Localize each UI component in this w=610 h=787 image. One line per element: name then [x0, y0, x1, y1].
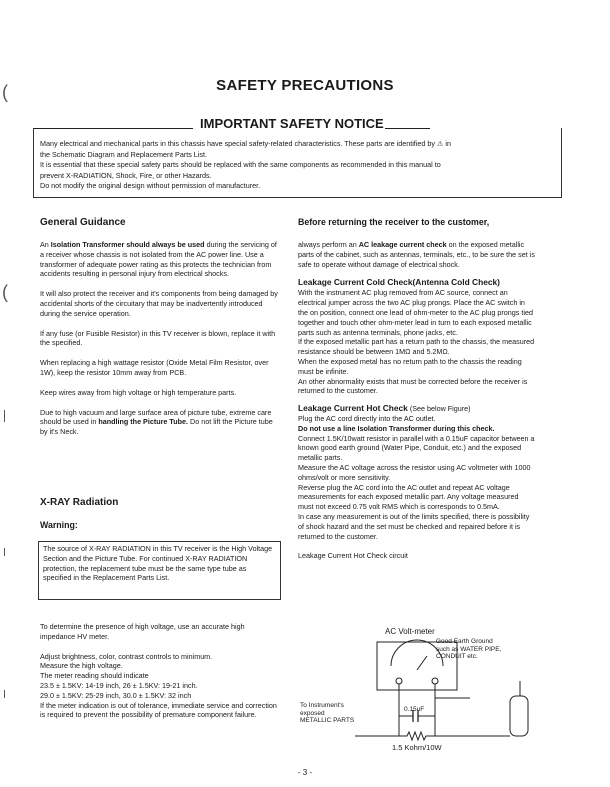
paragraph: Plug the AC cord directly into the AC outlet. — [298, 413, 436, 423]
paragraph: An Isolation Transformer should always be used during the servicing of a receiver whose chassis is not isolated from the AC power line. Use a transformer of adequate power rating as this protects the technician from accidents resulting in personal injury from electrical shocks. — [40, 240, 277, 279]
paragraph: If the exposed metallic part has a return path to the chassis, the measured resistance should be between 1MΩ and 5.2MΩ. — [298, 337, 535, 357]
paragraph: When the exposed metal has no return path to the chassis the reading must be infinite. — [298, 356, 522, 376]
list-item: The meter reading should indicate — [40, 671, 149, 681]
list-item: 23.5 ± 1.5KV: 14-19 inch, 26 ± 1.5KV: 19-21 inch. — [40, 680, 198, 690]
paragraph: Keep wires away from high voltage or high temperature parts. — [40, 387, 237, 397]
hot-check-heading: Leakage Current Hot Check (See below Figure) — [298, 403, 471, 414]
circuit-title: Leakage Current Hot Check circuit — [298, 551, 408, 561]
notice-line: the Schematic Diagram and Replacement Parts List. — [40, 149, 207, 159]
paragraph: Measure the AC voltage across the resistor using AC voltmeter with 1000 ohms/volt or more sensitivity. — [298, 462, 531, 482]
leakage-circuit-diagram — [295, 636, 555, 756]
safety-notice-box — [33, 128, 562, 198]
paragraph: With the instrument AC plug removed from AC source, connect an electrical jumper across the two AC plug prongs. Place the AC switch in the on position, connect one lead of ohm-meter to the AC plug prongs tied together and touch other ohm-meter lead in turn to each exposed metallic parts such as antenna terminals, phone jacks, etc. — [298, 288, 533, 337]
margin-mark — [4, 410, 5, 422]
notice-line: Do not modify the original design without permission of manufacturer. — [40, 181, 261, 190]
meter-terminal-left — [396, 678, 402, 684]
meter-terminal-right — [432, 678, 438, 684]
notice-title: IMPORTANT SAFETY NOTICE — [200, 116, 384, 131]
list-item: 29.0 ± 1.5KV: 25-29 inch, 30.0 ± 1.5KV: 32 inch — [40, 690, 192, 700]
paragraph: If the meter indication is out of tolerance, immediate service and correction is required to prevent the possibility of premature component failure. — [40, 700, 277, 720]
paragraph: Connect 1.5K/10watt resistor in parallel with a 0.15uF capacitor between a known good earth ground (Water Pipe, Conduit, etc.) and the exposed metallic parts. — [298, 433, 535, 463]
paragraph: In case any measurement is out of the limits specified, there is possibility of shock hazard and the set must be checked and repaired before it is returned to the customer. — [298, 511, 530, 541]
page-title: SAFETY PRECAUTIONS — [216, 77, 394, 94]
warning-text: The source of X-RAY RADIATION in this TV receiver is the High Voltage Section and the Picture Tube. For continued X-RAY RADIATION protection, the replacement tube must be the same type tube as specified in the Replacement Parts List. — [43, 544, 273, 583]
margin-mark — [4, 548, 5, 556]
margin-mark — [4, 690, 5, 698]
paragraph: It will also protect the receiver and it's components from being damaged by accidental shorts of the circuitary that may be inadvertently introduced during the service operation. — [40, 289, 278, 318]
paragraph: If any fuse (or Fusible Resistor) in this TV receiver is blown, replace it with the specified. — [40, 328, 276, 348]
resistor-label: 1.5 Kohm/10W — [392, 743, 442, 752]
page-number: - 3 - — [297, 768, 313, 777]
paragraph: When replacing a high wattage resistor (Oxide Metal Film Resistor, over 1W), keep the resistor 10mm away from PCB. — [40, 358, 269, 377]
water-pipe — [510, 696, 528, 736]
xray-heading: X-RAY Radiation — [40, 497, 119, 508]
right-column — [298, 240, 536, 561]
left-column-lower — [40, 622, 278, 720]
notice-line: prevent X-RADIATION, Shock, Fire, or other Hazards. — [40, 170, 212, 180]
meter-label: AC Volt-meter — [385, 627, 435, 636]
margin-mark: ( — [2, 282, 8, 302]
paragraph: To determine the presence of high voltage, use an accurate high impedance HV meter. — [40, 622, 245, 641]
cold-check-heading: Leakage Current Cold Check(Antenna Cold Check) — [298, 277, 500, 288]
notice-line: Many electrical and mechanical parts in this chassis have special safety-related characteristics. These parts are identified by ⚠ in — [40, 139, 451, 148]
list-item: Adjust brightness, color, contrast controls to minimum. — [40, 651, 213, 661]
paragraph: always perform an AC leakage current check on the exposed metallic parts of the cabinet, such as antennas, terminals, etc., to be sure the set is safe to operate without damage of electrical shock. — [298, 240, 535, 269]
list-item: Measure the high voltage. — [40, 661, 123, 671]
general-guidance-heading: General Guidance — [40, 217, 126, 228]
warning-box — [38, 541, 281, 600]
ground-label: Good Earth Ground such as WATER PIPE, CONDUIT etc. — [436, 638, 502, 660]
margin-mark: ( — [2, 82, 8, 102]
capacitor-label: 0.15uF — [404, 706, 425, 713]
notice-line: It is essential that these special safety parts should be replaced with the same components as recommended in this manual to — [40, 160, 441, 169]
instrument-label: To Instrument's exposed METALLIC PARTS — [300, 702, 355, 724]
resistor-zigzag — [399, 732, 435, 740]
paragraph: Due to high vacuum and large surface area of picture tube, extreme care should be used in handling the Picture Tube. Do not lift the Picture tube by it's Neck. — [40, 407, 273, 437]
paragraph: Do not use a line Isolation Transformer during this check. — [298, 423, 495, 433]
paragraph: Reverse plug the AC cord into the AC outlet and repeat AC voltage measurements for each exposed metallic part. Any voltage measured must not exceed 0.75 volt RMS which is corresponds to 0.5mA. — [298, 482, 519, 512]
meter-needle — [417, 656, 427, 670]
warning-heading: Warning: — [40, 520, 78, 530]
left-column-upper — [40, 240, 278, 437]
paragraph: An other abnormality exists that must be corrected before the receiver is returned to the customer. — [298, 376, 528, 396]
before-returning-heading: Before returning the receiver to the customer, — [298, 217, 490, 227]
